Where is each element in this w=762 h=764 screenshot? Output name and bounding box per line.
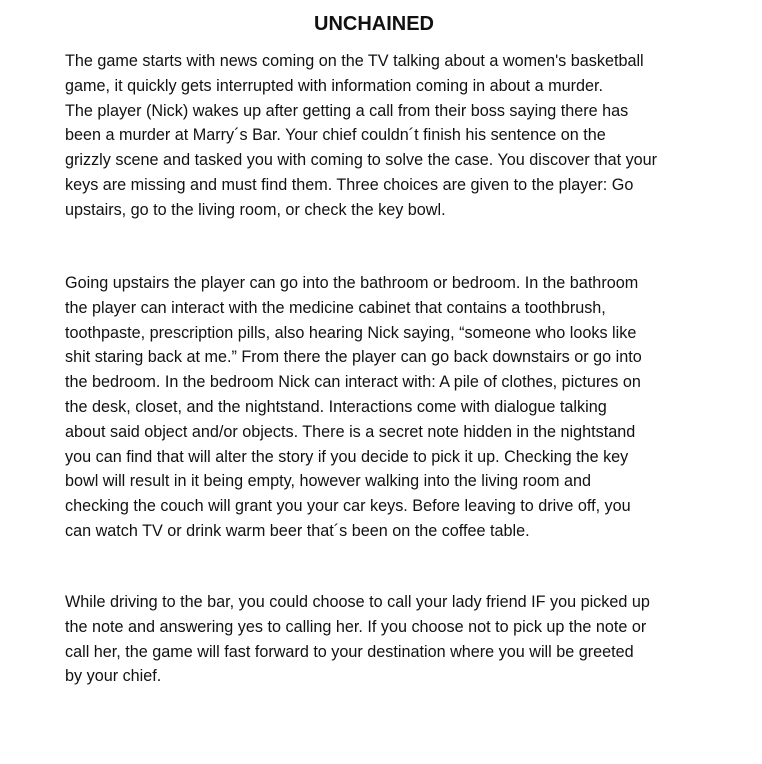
text-line: While driving to the bar, you could choose to call your lady friend IF you picked up [65, 593, 650, 611]
text-line: grizzly scene and tasked you with coming to solve the case. You discover that your [65, 151, 658, 170]
text-line: game, it quickly gets interrupted with information coming in about a murder. [65, 76, 604, 95]
text-line: the player can interact with the medicine cabinet that contains a toothbrush, [65, 298, 606, 317]
text-line: the desk, closet, and the nightstand. Interactions come with dialogue talking [65, 397, 607, 416]
text-line: toothpaste, prescription pills, also hearing Nick saying, “someone who looks like [65, 323, 637, 342]
document-title: UNCHAINED [314, 13, 434, 35]
text-line: shit staring back at me.” From there the player can go back downstairs or go into [65, 348, 642, 367]
text-line: been a murder at Marry´s Bar. Your chief couldn´t finish his sentence on the [65, 126, 606, 145]
paragraph-intro [65, 49, 690, 223]
text-line: bowl will result in it being empty, however walking into the living room and [65, 472, 592, 491]
text-line: keys are missing and must find them. Three choices are given to the player: Go [65, 175, 634, 194]
text-line: the bedroom. In the bedroom Nick can interact with: A pile of clothes, pictures on [65, 373, 641, 392]
text-line: the note and answering yes to calling her. If you choose not to pick up the note or [65, 617, 647, 636]
text-line: can watch TV or drink warm beer that´s been on the coffee table. [65, 521, 530, 540]
paragraph-upstairs [65, 271, 690, 544]
text-line: The game starts with news coming on the TV talking about a women's basketball [65, 52, 644, 70]
text-line: checking the couch will grant you your car keys. Before leaving to drive off, you [65, 497, 631, 516]
text-line: about said object and/or objects. There is a secret note hidden in the nightstand [65, 422, 636, 441]
text-line: you can find that will alter the story if you decide to pick it up. Checking the key [65, 447, 629, 466]
text-line: upstairs, go to the living room, or check the key bowl. [65, 200, 446, 219]
text-line: call her, the game will fast forward to your destination where you will be greeted [65, 642, 634, 661]
text-line: by your chief. [65, 667, 162, 686]
text-line: Going upstairs the player can go into the bathroom or bedroom. In the bathroom [65, 274, 639, 292]
text-line: The player (Nick) wakes up after getting a call from their boss saying there has [65, 101, 629, 120]
paragraph-driving [65, 590, 690, 689]
